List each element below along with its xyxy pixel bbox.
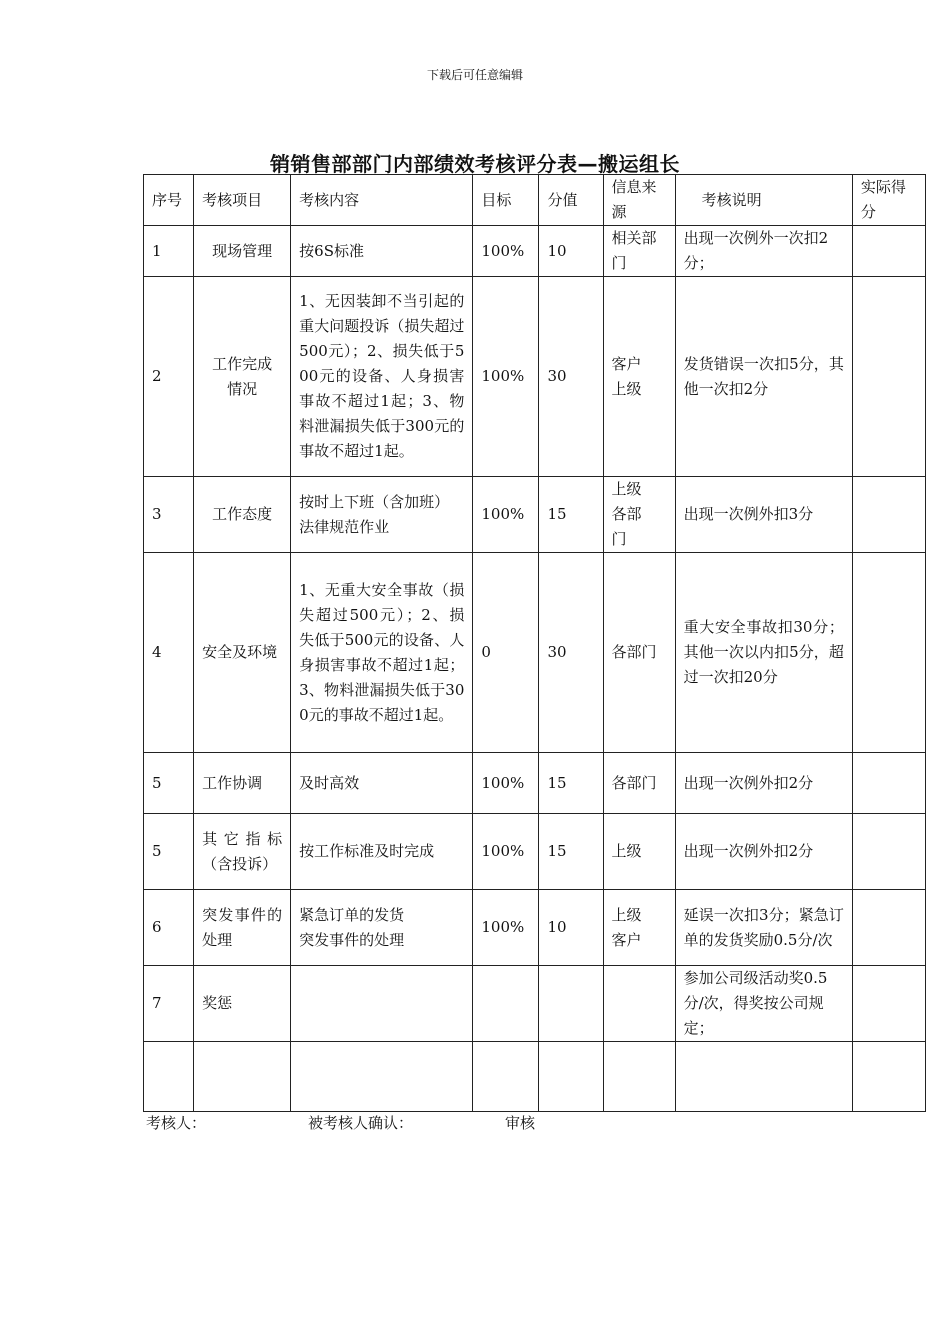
cell-actual xyxy=(852,890,925,966)
cell-content: 按时上下班（含加班） 法律规范作业 xyxy=(291,477,473,553)
cell-actual xyxy=(852,553,925,753)
cell-score: 15 xyxy=(539,753,603,814)
col-header-content: 考核内容 xyxy=(291,175,473,226)
cell-empty xyxy=(144,1042,194,1112)
cell-source: 上级各部门 xyxy=(603,477,675,553)
cell-no: 7 xyxy=(144,966,194,1042)
cell-source: 各部门 xyxy=(603,553,675,753)
table-row xyxy=(144,814,926,890)
page-title: 销销售部部门内部绩效考核评分表—搬运组长 xyxy=(270,152,680,176)
cell-empty xyxy=(539,1042,603,1112)
cell-content: 按工作标准及时完成 xyxy=(291,814,473,890)
cell-score: 30 xyxy=(539,553,603,753)
cell-item: 工作态度 xyxy=(194,477,291,553)
cell-source xyxy=(603,966,675,1042)
cell-no: 5 xyxy=(144,753,194,814)
cell-desc: 发货错误一次扣5分，其他一次扣2分 xyxy=(675,277,852,477)
cell-actual xyxy=(852,966,925,1042)
cell-desc: 出现一次例外扣2分 xyxy=(675,814,852,890)
col-header-target: 目标 xyxy=(473,175,539,226)
cell-no: 2 xyxy=(144,277,194,477)
cell-no: 4 xyxy=(144,553,194,753)
cell-content: 及时高效 xyxy=(291,753,473,814)
table-row xyxy=(144,226,926,277)
table-row xyxy=(144,753,926,814)
cell-actual xyxy=(852,277,925,477)
cell-content xyxy=(291,966,473,1042)
table-row xyxy=(144,890,926,966)
cell-desc: 延误一次扣3分；紧急订单的发货奖励0.5分/次 xyxy=(675,890,852,966)
cell-actual xyxy=(852,753,925,814)
cell-target: 100% xyxy=(473,814,539,890)
cell-item: 现场管理 xyxy=(194,226,291,277)
cell-score: 15 xyxy=(539,477,603,553)
cell-content: 1、无重大安全事故（损失超过500元）；2、损失低于500元的设备、人身损害事故不超过1起；3、物料泄漏损失低于300元的事故不超过1起。 xyxy=(291,553,473,753)
cell-empty xyxy=(603,1042,675,1112)
cell-empty xyxy=(852,1042,925,1112)
cell-target: 100% xyxy=(473,890,539,966)
table-row xyxy=(144,477,926,553)
col-header-desc: 考核说明 xyxy=(675,175,852,226)
cell-score: 10 xyxy=(539,890,603,966)
cell-desc: 出现一次例外一次扣2分； xyxy=(675,226,852,277)
cell-target: 100% xyxy=(473,753,539,814)
cell-no: 3 xyxy=(144,477,194,553)
cell-desc: 出现一次例外扣2分 xyxy=(675,753,852,814)
table-header-row xyxy=(144,175,926,226)
table-row xyxy=(144,277,926,477)
cell-actual xyxy=(852,226,925,277)
cell-no: 1 xyxy=(144,226,194,277)
cell-content: 按6S标准 xyxy=(291,226,473,277)
table-row xyxy=(144,553,926,753)
col-header-score: 分值 xyxy=(539,175,603,226)
cell-source: 相关部门 xyxy=(603,226,675,277)
cell-item: 安全及环境 xyxy=(194,553,291,753)
cell-target: 100% xyxy=(473,477,539,553)
cell-no: 6 xyxy=(144,890,194,966)
cell-source: 各部门 xyxy=(603,753,675,814)
cell-actual xyxy=(852,477,925,553)
col-header-item: 考核项目 xyxy=(194,175,291,226)
cell-item: 奖惩 xyxy=(194,966,291,1042)
cell-item: 工作协调 xyxy=(194,753,291,814)
cell-empty xyxy=(194,1042,291,1112)
cell-target: 0 xyxy=(473,553,539,753)
cell-actual xyxy=(852,814,925,890)
cell-score: 15 xyxy=(539,814,603,890)
cell-desc: 出现一次例外扣3分 xyxy=(675,477,852,553)
cell-no: 5 xyxy=(144,814,194,890)
cell-empty xyxy=(473,1042,539,1112)
cell-item: 其它指标（含投诉） xyxy=(194,814,291,890)
table-row-empty xyxy=(144,1042,926,1112)
cell-source: 上级客户 xyxy=(603,890,675,966)
col-header-source: 信息来源 xyxy=(603,175,675,226)
col-header-actual: 实际得分 xyxy=(852,175,925,226)
table-row xyxy=(144,966,926,1042)
footer-assessee-confirm: 被考核人确认： xyxy=(308,1114,414,1132)
cell-empty xyxy=(291,1042,473,1112)
cell-score: 30 xyxy=(539,277,603,477)
footer-assessor: 考核人： xyxy=(146,1114,207,1132)
cell-target xyxy=(473,966,539,1042)
cell-content: 1、无因装卸不当引起的重大问题投诉（损失超过500元）；2、损失低于500元的设备、人身损害事故不超过1起；3、物料泄漏损失低于300元的事故不超过1起。 xyxy=(291,277,473,477)
header-note: 下载后可任意编辑 xyxy=(426,68,523,82)
cell-desc: 重大安全事故扣30分；其他一次以内扣5分，超过一次扣20分 xyxy=(675,553,852,753)
cell-target: 100% xyxy=(473,277,539,477)
cell-source: 客户上级 xyxy=(603,277,675,477)
assessment-table xyxy=(143,174,926,1112)
cell-target: 100% xyxy=(473,226,539,277)
cell-content: 紧急订单的发货 突发事件的处理 xyxy=(291,890,473,966)
footer-review: 审核 xyxy=(505,1114,536,1132)
cell-source: 上级 xyxy=(603,814,675,890)
col-header-no: 序号 xyxy=(144,175,194,226)
cell-score: 10 xyxy=(539,226,603,277)
cell-desc: 参加公司级活动奖0.5分/次，得奖按公司规定； xyxy=(675,966,852,1042)
cell-score xyxy=(539,966,603,1042)
cell-empty xyxy=(675,1042,852,1112)
cell-item: 突发事件的处理 xyxy=(194,890,291,966)
cell-item: 工作完成情况 xyxy=(194,277,291,477)
